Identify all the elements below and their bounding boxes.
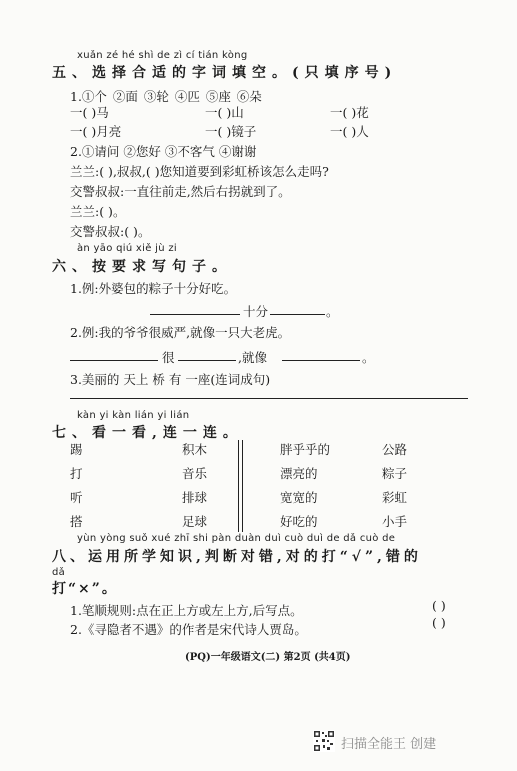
s5-r2c: 一( )人 <box>330 124 369 139</box>
s6-blank2a[interactable] <box>70 360 158 361</box>
s7-right1-0: 胖乎乎的 <box>280 442 331 457</box>
s5-r1b: 一( )山 <box>205 105 244 120</box>
s6-fill1: 十分 <box>243 304 269 319</box>
s7-right1-3: 好吃的 <box>280 514 318 529</box>
s5-title: 五、选择合适的字词填空。(只填序号) <box>52 65 398 81</box>
s7-right1-1: 漂亮的 <box>280 466 318 481</box>
s8-pinyin2: dǎ <box>52 567 66 578</box>
s8-q2-answer[interactable]: ( ) <box>432 615 446 630</box>
s7-divider-2 <box>242 440 243 532</box>
s7-right1-2: 宽宽的 <box>280 490 318 505</box>
watermark: 扫描全能王 创建 <box>341 737 437 752</box>
s7-left1-1: 打 <box>70 466 83 481</box>
s6-fill2a: 很 <box>162 350 175 365</box>
s6-blank2b[interactable] <box>178 360 236 361</box>
s8-q2: 2.《寻隐者不遇》的作者是宋代诗人贾岛。 <box>70 622 307 637</box>
s5-r2b: 一( )镜子 <box>205 124 257 139</box>
s8-q1: 1.笔顺规则:点在正上方或左上方,后写点。 <box>70 603 303 618</box>
s5-r1c: 一( )花 <box>330 105 369 120</box>
s6-blank3[interactable] <box>70 398 468 399</box>
s8-title-b: 打“×”。 <box>52 581 118 597</box>
s5-options2: 2.①请问 ②您好 ③不客气 ④谢谢 <box>70 144 257 159</box>
s8-q1-answer[interactable]: ( ) <box>432 598 446 613</box>
s7-pinyin: kàn yi kàn lián yi lián <box>77 410 190 421</box>
s5-pinyin: xuǎn zé hé shì de zì cí tián kòng <box>77 50 248 61</box>
s7-divider-1 <box>238 440 239 532</box>
s6-fill2b: ,就像 <box>238 350 267 365</box>
s7-right2-1: 粽子 <box>382 466 408 481</box>
s7-left2-3: 足球 <box>182 514 208 529</box>
s6-example3: 3.美丽的 天上 桥 有 一座(连词成句) <box>70 372 271 387</box>
s7-left2-1: 音乐 <box>182 466 208 481</box>
s7-left2-2: 排球 <box>182 490 208 505</box>
s5-r1a: 一( )马 <box>70 105 109 120</box>
s6-title: 六、按要求写句子。 <box>52 259 232 275</box>
s7-right2-3: 小手 <box>382 514 408 529</box>
s5-options1: 1.①个 ②面 ③轮 ④匹 ⑤座 ⑥朵 <box>70 89 262 104</box>
page-footer: (PQ)一年级语文(二) 第2页 (共4页) <box>185 652 351 663</box>
s7-left1-3: 搭 <box>70 514 83 529</box>
s7-left1-0: 踢 <box>70 442 83 457</box>
s6-period1: 。 <box>326 304 339 319</box>
s7-left1-2: 听 <box>70 490 83 505</box>
s8-title-a: 八、运用所学知识,判断对错,对的打“√”,错的 <box>52 549 422 565</box>
s7-right2-2: 彩虹 <box>382 490 408 505</box>
s5-dialog4: 交警叔叔:( )。 <box>70 224 151 239</box>
s7-right2-0: 公路 <box>382 442 408 457</box>
s6-blank1b[interactable] <box>270 314 325 315</box>
s5-dialog1: 兰兰:( ),叔叔,( )您知道要到彩虹桥该怎么走吗? <box>70 164 329 179</box>
s6-example1: 1.例:外婆包的粽子十分好吃。 <box>70 281 237 296</box>
s7-left2-0: 积木 <box>182 442 208 457</box>
s6-pinyin: àn yāo qiú xiě jù zi <box>77 243 177 254</box>
s6-period2: 。 <box>362 350 375 365</box>
s6-blank2c[interactable] <box>282 360 360 361</box>
s5-dialog3: 兰兰:( )。 <box>70 204 126 219</box>
s5-dialog2: 交警叔叔:一直往前走,然后右拐就到了。 <box>70 184 291 199</box>
s5-r2a: 一( )月亮 <box>70 124 122 139</box>
s6-example2: 2.例:我的爷爷很威严,就像一只大老虎。 <box>70 325 291 340</box>
qr-code-icon <box>313 730 335 752</box>
s8-pinyin: yùn yòng suǒ xué zhī shi pàn duàn duì cuò duì de dǎ cuò de <box>77 533 396 544</box>
s6-blank1a[interactable] <box>150 314 240 315</box>
s7-title: 七、看一看,连一连。 <box>52 425 243 441</box>
